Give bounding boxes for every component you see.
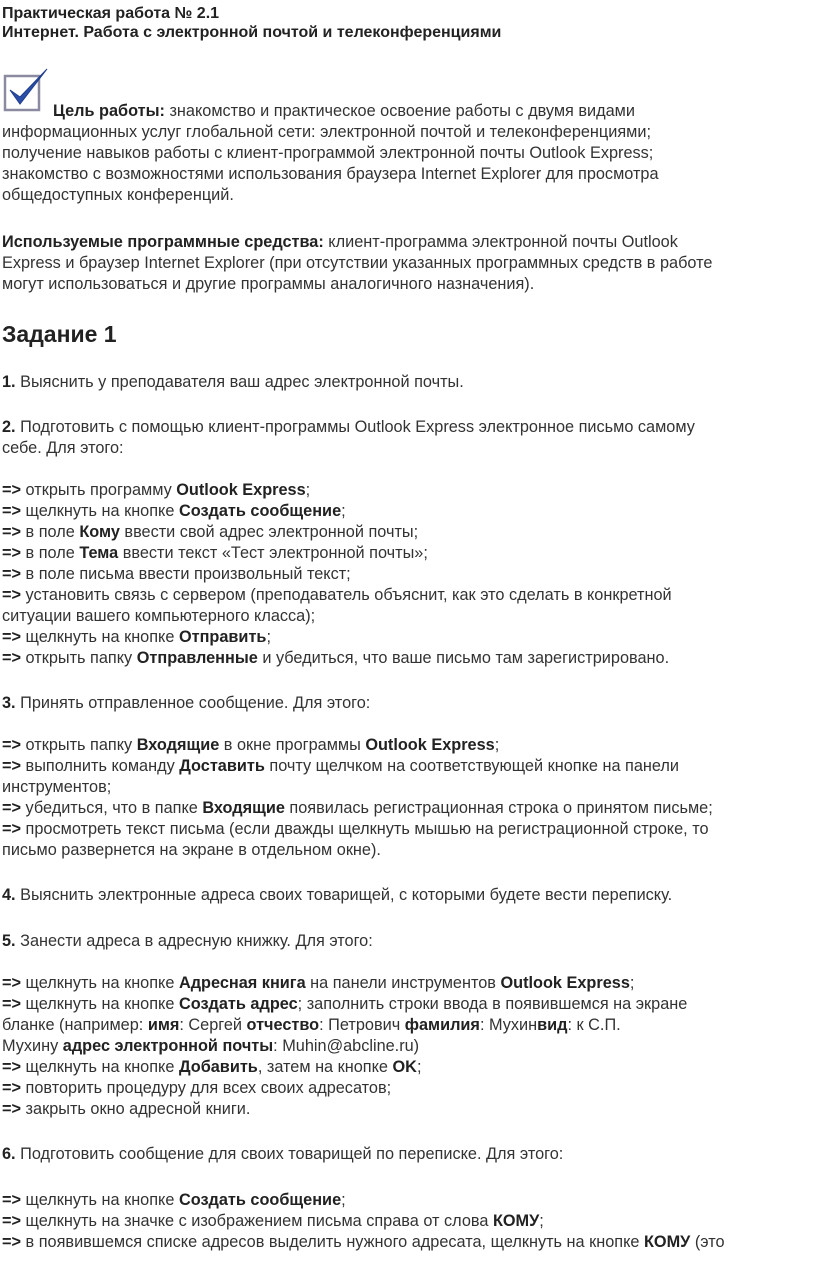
list-item: => в поле Кому ввести свой адрес электронной почты; xyxy=(2,523,419,541)
step-2-list: => открыть программу Outlook Express; => щелкнуть на кнопке Создать сообщение; => в поле Кому ввести свой адрес электронной почты; => в поле Тема ввести текст «Тест электронной почты»; => в поле письма ввести произвольный текст; => установить связь с сервером (преподаватель объяснит, как это сделать в конкретной ситуации вашего компьютерного класса); => щелкнуть на кнопке Отправить; => открыть папку Отправленные и убедиться, что ваше письмо там зарегистрировано. xyxy=(2,481,672,667)
title-line-2: Интернет. Работа с электронной почтой и телеконференциями xyxy=(2,24,502,41)
software-paragraph: Используемые программные средства: клиент-программа электронной почты Outlook Express и браузер Internet Explorer (при отсутствии указанных программных средств в работе могут использоваться и другие программы аналогичного назначения). xyxy=(2,233,713,293)
list-item: => выполнить команду Доставить почту щелчком на соответствующей кнопке на панели xyxy=(2,757,680,775)
list-item: => в поле Тема ввести текст «Тест электронной почты»; xyxy=(2,544,428,562)
list-item: => щелкнуть на кнопке Создать адрес; заполнить строки ввода в появившемся на экране xyxy=(2,995,688,1013)
list-item: => повторить процедуру для всех своих адресатов; xyxy=(2,1079,392,1097)
list-item: => щелкнуть на кнопке Адресная книга на панели инструментов Outlook Express; xyxy=(2,974,635,992)
step-6-list xyxy=(2,1190,725,1253)
goal-label: Цель работы: xyxy=(53,102,165,120)
step-1: 1. Выяснить у преподавателя ваш адрес электронной почты. xyxy=(2,373,464,391)
list-item: => щелкнуть на кнопке Добавить, затем на кнопке OK; xyxy=(2,1058,422,1076)
list-item: => щелкнуть на кнопке Создать сообщение; xyxy=(2,502,346,520)
title-line-1: Практическая работа № 2.1 xyxy=(2,5,220,22)
list-item: => открыть программу Outlook Express; xyxy=(2,481,311,499)
step-2: 2. Подготовить с помощью клиент-программы Outlook Express электронное письмо самому себе. Для этого: xyxy=(2,418,695,457)
list-item: => установить связь с сервером (преподаватель объяснит, как это сделать в конкретной xyxy=(2,586,672,604)
list-item: => щелкнуть на кнопке Создать сообщение; xyxy=(2,1191,346,1209)
list-item: => в поле письма ввести произвольный текст; xyxy=(2,565,351,583)
software-label: Используемые программные средства: xyxy=(2,233,324,251)
task-heading: Задание 1 xyxy=(2,321,117,347)
step-5: 5. Занести адреса в адресную книжку. Для этого: xyxy=(2,932,373,950)
list-item: => щелкнуть на кнопке Отправить; xyxy=(2,628,271,646)
list-item: => убедиться, что в папке Входящие появилась регистрационная строка о принятом письме; xyxy=(2,799,713,817)
list-item: => просмотреть текст письма (если дважды щелкнуть мышью на регистрационной строке, то xyxy=(2,820,709,838)
list-item: => в появившемся списке адресов выделить нужного адресата, щелкнуть на кнопке КОМУ (это xyxy=(2,1233,725,1251)
step-3: 3. Принять отправленное сообщение. Для этого: xyxy=(2,694,371,712)
list-item: => щелкнуть на значке с изображением письма справа от слова КОМУ; xyxy=(2,1212,544,1230)
step-5-list: => щелкнуть на кнопке Адресная книга на панели инструментов Outlook Express; => щелкнуть на кнопке Создать адрес; заполнить строки ввода в появившемся на экране бланке (например: имя: Сергей отчество: Петрович фамилия: Мухинвид: к С.П. Мухину адрес электронной почты: Muhin@abcline.ru) => щелкнуть на кнопке Добавить, затем на кнопке OK; => повторить процедуру для всех своих адресатов; => закрыть окно адресной книги. xyxy=(2,974,688,1118)
list-item: => закрыть окно адресной книги. xyxy=(2,1100,251,1118)
document-title xyxy=(2,4,501,42)
list-item: => открыть папку Отправленные и убедиться, что ваше письмо там зарегистрировано. xyxy=(2,649,670,667)
goal-paragraph: Цель работы: знакомство и практическое освоение работы с двумя видами информационных услуг глобальной сети: электронной почтой и телеконференциями; получение навыков работы с клиент-программой электронной почты Outlook Express; знакомство с возможностями использования браузера Internet Explorer для просмотра общедоступных конференций. xyxy=(2,102,659,204)
step-3-list: => открыть папку Входящие в окне программы Outlook Express; => выполнить команду Доставить почту щелчком на соответствующей кнопке на панели инструментов; => убедиться, что в папке Входящие появилась регистрационная строка о принятом письме; => просмотреть текст письма (если дважды щелкнуть мышью на регистрационной строке, то письмо развернется на экране в отдельном окне). xyxy=(2,736,713,859)
step-6: 6. Подготовить сообщение для своих товарищей по переписке. Для этого: xyxy=(2,1145,564,1163)
list-item: => открыть папку Входящие в окне программы Outlook Express; xyxy=(2,736,500,754)
step-4: 4. Выяснить электронные адреса своих товарищей, с которыми будете вести переписку. xyxy=(2,886,673,904)
